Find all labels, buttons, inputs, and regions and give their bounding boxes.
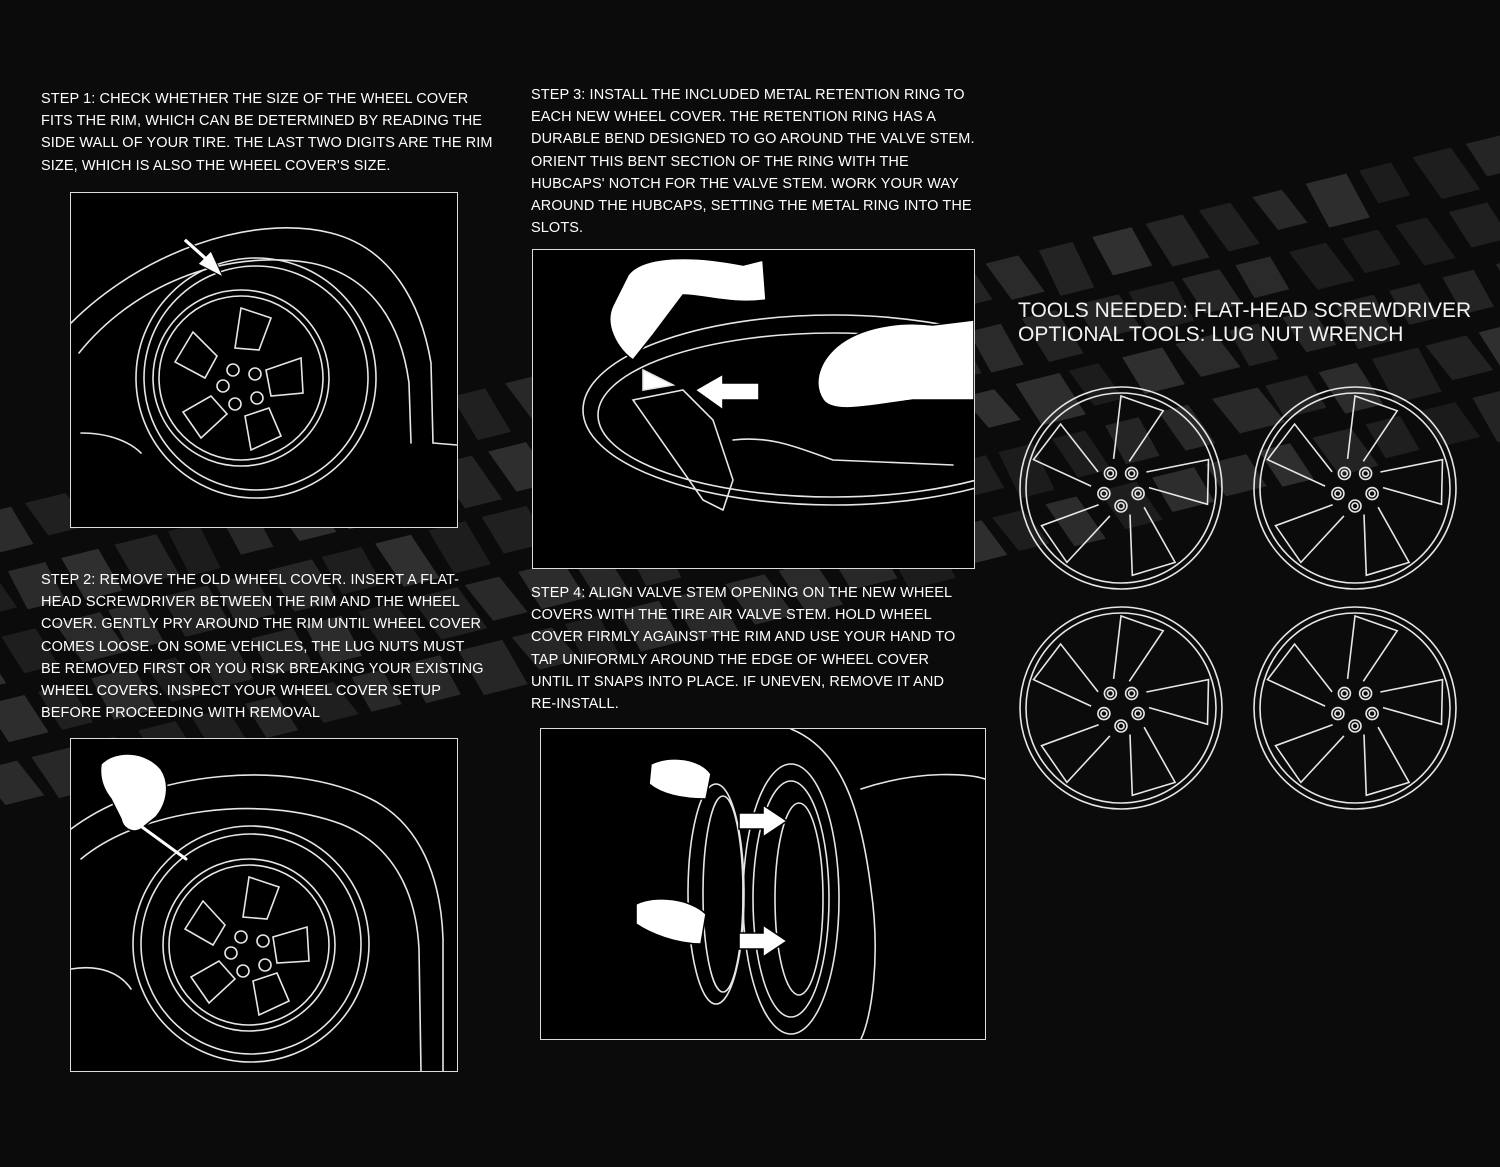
step-3-text: STEP 3: INSTALL THE INCLUDED METAL RETENTION RING TO EACH NEW WHEEL COVER. THE RETENTION RING HAS A DURABLE BEND DESIGNED TO GO AROUND THE VALVE STEM. ORIENT THIS BENT SECTION OF THE RING WITH THE HUBCAPS' NOTCH FOR THE VALVE STEM. WORK YOUR WAY AROUND THE HUBCAPS, SETTING THE METAL RING INTO THE SLOTS. bbox=[531, 87, 975, 237]
hubcap-top-right bbox=[1250, 383, 1460, 593]
tools-list bbox=[1018, 299, 1471, 347]
tools-needed-text: TOOLS NEEDED: FLAT-HEAD SCREWDRIVER bbox=[1018, 299, 1472, 322]
step-2-illustration bbox=[70, 738, 458, 1072]
hubcap-bottom-right bbox=[1250, 603, 1460, 813]
optional-tools-text: OPTIONAL TOOLS: LUG NUT WRENCH bbox=[1018, 323, 1404, 346]
step-4-illustration bbox=[540, 728, 986, 1040]
hubcap-bottom-left bbox=[1016, 603, 1226, 813]
step-1-illustration bbox=[70, 192, 458, 528]
step-3-illustration bbox=[532, 249, 975, 569]
step-1-text: STEP 1: CHECK WHETHER THE SIZE OF THE WHEEL COVER FITS THE RIM, WHICH CAN BE DETERMINED BY READING THE SIDE WALL OF YOUR TIRE. THE LAST TWO DIGITS ARE THE RIM SIZE, WHICH IS ALSO THE WHEEL COVER'S SIZE. bbox=[41, 91, 493, 174]
step-2-text: STEP 2: REMOVE THE OLD WHEEL COVER. INSERT A FLAT-HEAD SCREWDRIVER BETWEEN THE RIM AND THE WHEEL COVER. GENTLY PRY AROUND THE RIM UNTIL WHEEL COVER COMES LOOSE. ON SOME VEHICLES, THE LUG NUTS MUST BE REMOVED FIRST OR YOU RISK BREAKING YOUR EXISTING WHEEL COVERS. INSPECT YOUR WHEEL COVER SETUP BEFORE PROCEEDING WITH REMOVAL bbox=[41, 572, 484, 722]
hubcap-top-left bbox=[1016, 383, 1226, 593]
step-4-text: STEP 4: ALIGN VALVE STEM OPENING ON THE NEW WHEEL COVERS WITH THE TIRE AIR VALVE STEM. HOLD WHEEL COVER FIRMLY AGAINST THE RIM AND USE YOUR HAND TO TAP UNIFORMLY AROUND THE EDGE OF WHEEL COVER UNTIL IT SNAPS INTO PLACE. IF UNEVEN, REMOVE IT AND RE-INSTALL. bbox=[531, 585, 956, 713]
